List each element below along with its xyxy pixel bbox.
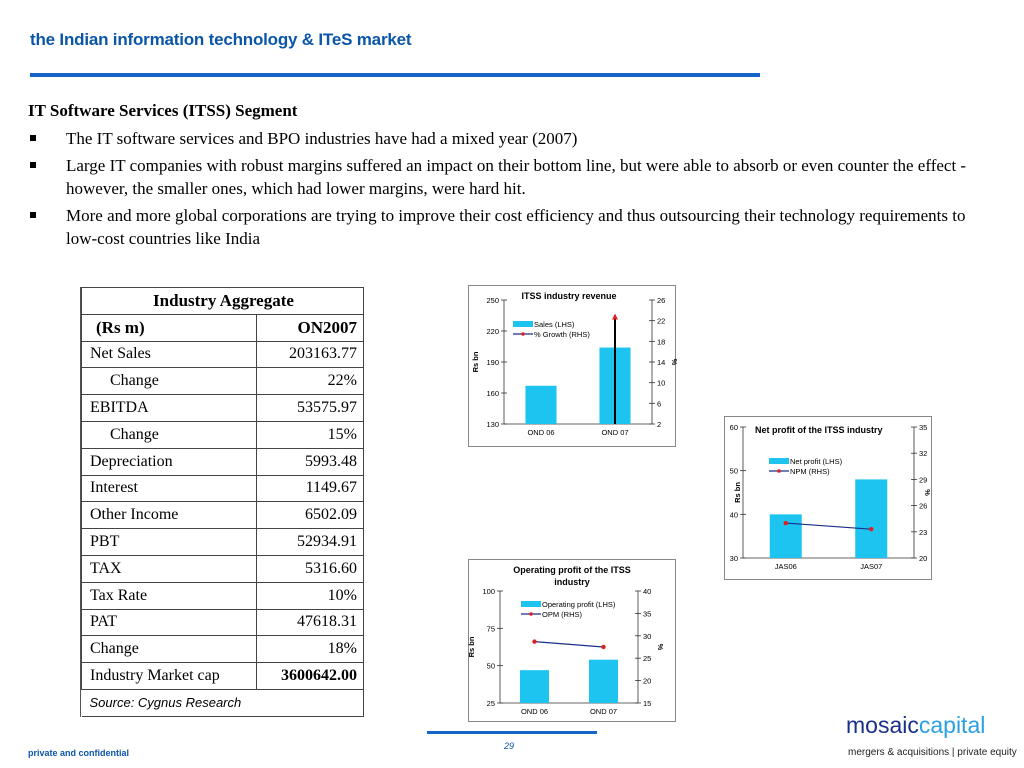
table-unit-label: (Rs m) [82, 314, 257, 341]
table-row [82, 663, 364, 690]
bar [855, 479, 887, 558]
row-label: Net Sales [82, 341, 257, 368]
section-heading: IT Software Services (ITSS) Segment [28, 101, 298, 120]
left-tick-label: 30 [729, 554, 738, 563]
left-tick-label: 100 [482, 587, 495, 596]
table-period-label: ON2007 [257, 314, 364, 341]
row-value: 15% [257, 421, 364, 448]
right-tick-label: 10 [657, 378, 666, 388]
row-value: 10% [257, 582, 364, 609]
row-value: 5316.60 [257, 555, 364, 582]
row-label: Change [82, 421, 257, 448]
chart-title: ITSS industry revenue [521, 291, 617, 301]
row-label: Change [82, 636, 257, 663]
right-tick-label: 35 [919, 423, 928, 432]
row-value: 3600642.00 [257, 663, 364, 690]
brand-part2: capital [918, 712, 986, 738]
chart-title: Net profit of the ITSS industry [755, 425, 883, 435]
legend-bar-swatch [521, 601, 541, 607]
row-label: EBITDA [82, 395, 257, 422]
legend-bar-swatch [513, 321, 533, 327]
row-value: 52934.91 [257, 529, 364, 556]
left-tick-label: 40 [729, 510, 738, 520]
right-tick-label: 40 [643, 587, 652, 596]
row-value: 203163.77 [257, 341, 364, 368]
table-row [82, 636, 364, 663]
left-tick-label: 60 [729, 423, 738, 432]
table-row [82, 448, 364, 475]
bullet-marker [30, 135, 36, 141]
series-line [535, 642, 604, 647]
brand-part1: mosaic [846, 712, 919, 738]
brand-logo [846, 712, 985, 739]
table-row [82, 529, 364, 556]
right-tick-label: 20 [919, 554, 928, 563]
legend-line-marker [521, 332, 525, 336]
row-value: 47618.31 [257, 609, 364, 636]
table-row [82, 341, 364, 368]
bar [525, 386, 556, 424]
y-axis-label: Rs bn [471, 351, 480, 373]
category-label: OND 06 [520, 707, 549, 716]
chart-svg [469, 286, 679, 446]
table-source: Source: Cygnus Research [82, 689, 364, 716]
bullet-marker [30, 162, 36, 168]
bullet-item [28, 127, 998, 150]
row-label: TAX [82, 555, 257, 582]
right-tick-label: 25 [643, 654, 652, 664]
row-value: 6502.09 [257, 502, 364, 529]
row-value: 5993.48 [257, 448, 364, 475]
legend-line-label: % Growth (RHS) [534, 330, 590, 339]
chart-title: industry [554, 577, 590, 587]
table-title: Industry Aggregate [82, 288, 364, 315]
operating-profit-chart [468, 559, 676, 722]
row-label: Industry Market cap [82, 663, 257, 690]
category-label: JAS06 [774, 562, 797, 571]
series-marker [869, 527, 873, 531]
legend-line-marker [777, 469, 781, 473]
left-tick-label: 220 [486, 327, 499, 336]
right-tick-label: 29 [919, 475, 928, 485]
industry-aggregate-table [80, 287, 365, 717]
row-value: 22% [257, 368, 364, 395]
bullet-marker [30, 212, 36, 218]
row-value: 1149.67 [257, 475, 364, 502]
left-tick-label: 50 [729, 466, 738, 476]
right-tick-label: 30 [643, 631, 652, 641]
left-tick-label: 75 [486, 624, 495, 634]
row-label: Depreciation [82, 448, 257, 475]
right-tick-label: 18 [657, 337, 666, 347]
itss-revenue-chart [468, 285, 679, 447]
right-tick-label: 6 [657, 399, 662, 409]
row-value: 18% [257, 636, 364, 663]
bar [520, 670, 549, 703]
category-label: OND 06 [527, 428, 555, 437]
chart-svg [725, 417, 931, 579]
left-tick-label: 250 [486, 296, 499, 305]
row-value: 53575.97 [257, 395, 364, 422]
right-tick-label: 23 [919, 527, 928, 537]
row-label: Interest [82, 475, 257, 502]
right-tick-label: 32 [919, 449, 928, 459]
chart-svg [469, 560, 675, 721]
net-profit-chart [724, 416, 932, 580]
left-tick-label: 25 [486, 699, 495, 708]
bullet-text: More and more global corporations are trying to improve their cost efficiency and thus outsourcing their technology requirements to low-cost countries like India [66, 206, 966, 248]
y-axis-label: Rs bn [733, 482, 742, 503]
page-title: the Indian information technology & ITeS market [30, 30, 412, 49]
legend-line-label: OPM (RHS) [542, 610, 582, 619]
growth-marker [612, 314, 618, 320]
right-tick-label: 35 [643, 609, 652, 619]
y-axis-label: Rs bn [467, 636, 476, 658]
legend-line-label: NPM (RHS) [790, 467, 830, 476]
page-number: 29 [504, 741, 515, 751]
footer-divider [427, 731, 597, 734]
series-marker [601, 645, 605, 649]
right-tick-label: 26 [657, 296, 666, 305]
bar [589, 660, 618, 703]
bullet-item [28, 204, 998, 250]
table-row [82, 609, 364, 636]
brand-tagline: mergers & acquisitions | private equity [848, 747, 1017, 758]
bullet-item [28, 154, 998, 200]
series-marker [784, 521, 788, 525]
left-tick-label: 130 [486, 420, 499, 429]
right-tick-label: 20 [643, 676, 652, 686]
row-label: PBT [82, 529, 257, 556]
table-row [82, 395, 364, 422]
table-row [82, 421, 364, 448]
table-row [82, 502, 364, 529]
category-label: JAS07 [860, 562, 883, 571]
left-tick-label: 190 [486, 358, 499, 367]
row-label: Other Income [82, 502, 257, 529]
right-tick-label: 2 [657, 420, 662, 429]
left-tick-label: 160 [486, 389, 499, 398]
confidential-note: private and confidential [28, 748, 130, 758]
right-tick-label: 15 [643, 699, 652, 708]
category-label: OND 07 [589, 707, 618, 716]
series-marker [532, 639, 536, 643]
left-tick-label: 50 [486, 661, 495, 671]
row-label: Tax Rate [82, 582, 257, 609]
chart-title: Operating profit of the ITSS [513, 565, 631, 575]
legend-bar-label: Net profit (LHS) [790, 457, 843, 466]
row-label: Change [82, 368, 257, 395]
bullet-text: The IT software services and BPO industries have had a mixed year (2007) [66, 129, 578, 148]
legend-line-marker [529, 612, 533, 616]
bullet-text: Large IT companies with robust margins suffered an impact on their bottom line, but were able to absorb or even counter the effect - however, the smaller ones, which had lower margins, were hard hit. [66, 156, 967, 198]
title-divider [30, 73, 760, 77]
legend-bar-label: Operating profit (LHS) [542, 600, 616, 609]
table-row [82, 475, 364, 502]
right-tick-label: 14 [657, 358, 666, 367]
right-tick-label: 22 [657, 316, 666, 326]
bullet-list [28, 127, 998, 254]
legend-bar-swatch [769, 458, 789, 464]
category-label: OND 07 [601, 428, 629, 437]
table-row [82, 555, 364, 582]
table-row [82, 368, 364, 395]
right-tick-label: 26 [919, 501, 928, 511]
row-label: PAT [82, 609, 257, 636]
table-row [82, 582, 364, 609]
y2-axis-label: % [923, 489, 932, 496]
y2-axis-label: % [656, 643, 665, 651]
y2-axis-label: % [670, 358, 679, 366]
legend-bar-label: Sales (LHS) [534, 320, 575, 329]
